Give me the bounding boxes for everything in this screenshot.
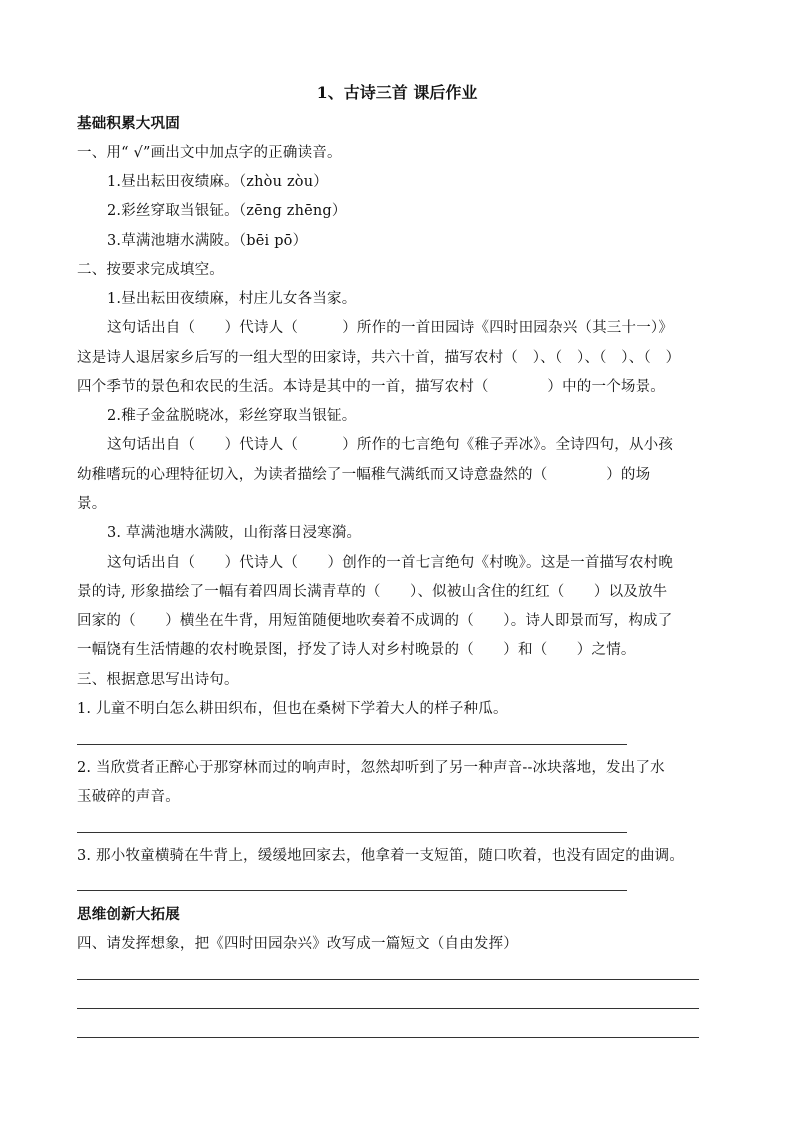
question-3-item-1: 1. 儿童不明白怎么耕田织布，但也在桑树下学着大人的样子种瓜。 xyxy=(77,701,508,717)
question-2-p3-line-4: 一幅饶有生活情趣的农村晚景图，抒发了诗人对乡村晚景的（ ）和（ ）之情。 xyxy=(77,642,636,658)
question-2-verse-1: 1.昼出耘田夜绩麻，村庄儿女各当家。 xyxy=(107,291,357,307)
question-2-p1-line-2: 这是诗人退居家乡后写的一组大型的田家诗，共六十首，描写农村（ ）、（ ）、（ ）、（ ） xyxy=(77,350,681,366)
question-2-p2-line-1: 这句话出自（ ）代诗人（ ）所作的七言绝句《稚子弄冰》。全诗四句，从小孩 xyxy=(107,437,674,453)
page-title: 1、古诗三首 课后作业 xyxy=(316,83,478,102)
question-3-item-2-line-1: 2. 当欣赏者正醉心于那穿林而过的响声时，忽然却听到了另一种声音--冰块落地，发出了水 xyxy=(77,760,665,776)
question-1-prompt: 一、用“ √”画出文中加点字的正确读音。 xyxy=(77,145,342,161)
question-2-p3-line-3: 回家的（ ）横坐在牛背，用短笛随便地吹奏着不成调的（ ）。诗人即景而写，构成了 xyxy=(77,613,673,629)
question-2-p2-line-3: 景。 xyxy=(77,496,107,512)
question-3-prompt: 三、根据意思写出诗句。 xyxy=(77,672,239,688)
question-2-p3-line-1: 这句话出自（ ）代诗人（ ）创作的一首七言绝句《村晚》。这是一首描写农村晚 xyxy=(107,555,674,571)
question-3-item-2-line-2: 玉破碎的声音。 xyxy=(77,789,180,805)
question-1-item-2: 2.彩丝穿取当银钲。（zēng zhēng） xyxy=(107,203,347,219)
question-3-item-3: 3. 那小牧童横骑在牛背上，缓缓地回家去，他拿着一支短笛，随口吹着，也没有固定的曲调。 xyxy=(77,848,685,864)
section-heading-basic: 基础积累大巩固 xyxy=(77,115,180,132)
section-heading-creative: 思维创新大拓展 xyxy=(77,906,180,923)
question-2-verse-2: 2.稚子金盆脱晓冰，彩丝穿取当银钲。 xyxy=(107,408,357,424)
answer-line-q3-2[interactable] xyxy=(77,832,627,833)
answer-line-q3-1[interactable] xyxy=(77,744,627,745)
question-2-verse-3: 3. 草满池塘水满陂，山衔落日浸寒漪。 xyxy=(107,525,362,541)
answer-line-q4-1[interactable] xyxy=(77,979,699,980)
question-2-p3-line-2: 景的诗, 形象描绘了一幅有着四周长满青草的（ ）、似被山含住的红红（ ）以及放牛 xyxy=(77,584,668,600)
question-2-p1-line-1: 这句话出自（ ）代诗人（ ）所作的一首田园诗《四时田园杂兴（其三十一）》 xyxy=(107,320,674,336)
answer-line-q3-3[interactable] xyxy=(77,890,627,891)
answer-line-q4-3[interactable] xyxy=(77,1037,699,1038)
question-1-item-3: 3.草满池塘水满陂。（bēi pō） xyxy=(107,233,308,249)
question-2-prompt: 二、按要求完成填空。 xyxy=(77,262,224,278)
answer-line-q4-2[interactable] xyxy=(77,1008,699,1009)
question-2-p2-line-2: 幼稚嗜玩的心理特征切入，为读者描绘了一幅稚气满纸而又诗意盎然的（ ）的场 xyxy=(77,467,651,483)
question-1-item-1: 1.昼出耘田夜绩麻。（zhòu zòu） xyxy=(107,174,328,190)
question-2-p1-line-3: 四个季节的景色和农民的生活。本诗是其中的一首，描写农村（ ）中的一个场景。 xyxy=(77,379,665,395)
question-4-prompt: 四、请发挥想象，把《四时田园杂兴》改写成一篇短文（自由发挥） xyxy=(77,936,518,952)
